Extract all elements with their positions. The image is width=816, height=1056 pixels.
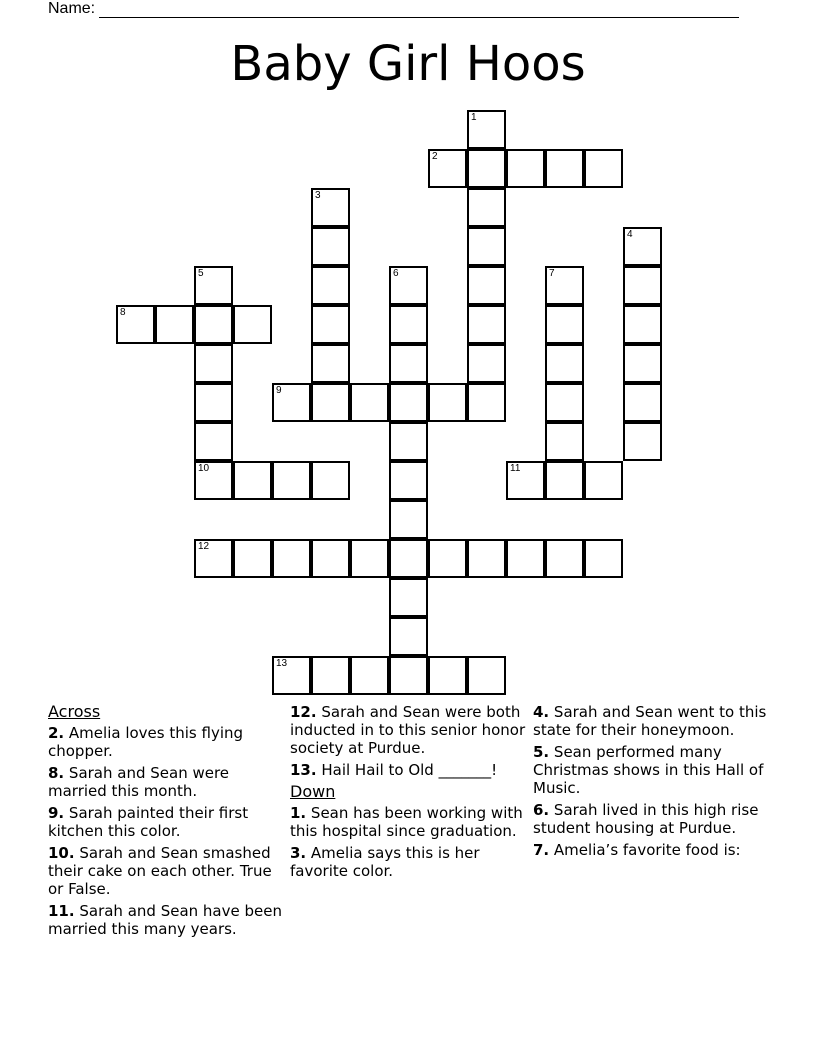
crossword-cell[interactable] [116, 305, 155, 344]
crossword-cell[interactable] [545, 422, 584, 461]
clues-column-3 [533, 703, 769, 863]
crossword-cell[interactable] [467, 149, 506, 188]
crossword-cell[interactable] [428, 539, 467, 578]
page-title: Baby Girl Hoos [230, 36, 586, 92]
clue-across-2: 2. Amelia loves this flying chopper. [48, 724, 244, 760]
crossword-cell[interactable] [623, 266, 662, 305]
crossword-cell[interactable] [155, 305, 194, 344]
clue-number: 6 [393, 268, 399, 279]
crossword-cell[interactable] [467, 344, 506, 383]
clue-down-3: 3. Amelia says this is her favorite color. [290, 844, 480, 880]
clue-number: 9 [276, 385, 282, 396]
crossword-cell[interactable] [194, 266, 233, 305]
clue-across-9: 9. Sarah painted their first kitchen this color. [48, 804, 249, 840]
crossword-cell[interactable] [623, 305, 662, 344]
crossword-cell[interactable] [272, 539, 311, 578]
crossword-cell[interactable] [545, 266, 584, 305]
name-label: Name: [48, 0, 96, 17]
crossword-cell[interactable] [389, 305, 428, 344]
crossword-cell[interactable] [194, 539, 233, 578]
clue-down-5: 5. Sean performed many Christmas shows in this Hall of Music. [533, 743, 764, 797]
clue-number: 7 [549, 268, 555, 279]
crossword-cell[interactable] [350, 383, 389, 422]
clue-number: 1 [471, 112, 477, 123]
crossword-cell[interactable] [506, 539, 545, 578]
crossword-cell[interactable] [428, 149, 467, 188]
crossword-cell[interactable] [311, 461, 350, 500]
crossword-cell[interactable] [623, 344, 662, 383]
crossword-cell[interactable] [194, 383, 233, 422]
clues-column-1 [48, 703, 284, 942]
crossword-cell[interactable] [428, 383, 467, 422]
clue-across-8: 8. Sarah and Sean were married this month. [48, 764, 230, 800]
crossword-cell[interactable] [389, 617, 428, 656]
across-heading: Across [48, 702, 101, 721]
crossword-cell[interactable] [311, 227, 350, 266]
down-heading: Down [290, 782, 336, 801]
crossword-cell[interactable] [545, 344, 584, 383]
clue-across-10: 10. Sarah and Sean smashed their cake on each other. True or False. [48, 844, 272, 898]
crossword-cell[interactable] [194, 305, 233, 344]
crossword-cell[interactable] [311, 344, 350, 383]
crossword-cell[interactable] [389, 383, 428, 422]
crossword-cell[interactable] [545, 461, 584, 500]
crossword-cell[interactable] [272, 656, 311, 695]
crossword-cell[interactable] [584, 149, 623, 188]
crossword-cell[interactable] [311, 383, 350, 422]
crossword-cell[interactable] [584, 461, 623, 500]
clue-number: 11 [510, 463, 521, 474]
clue-number: 4 [627, 229, 633, 240]
crossword-cell[interactable] [545, 383, 584, 422]
crossword-cell[interactable] [194, 461, 233, 500]
clue-number: 10 [198, 463, 210, 474]
crossword-cell[interactable] [272, 383, 311, 422]
name-blank-line [99, 3, 739, 18]
crossword-cell[interactable] [194, 422, 233, 461]
crossword-cell[interactable] [428, 656, 467, 695]
crossword-cell[interactable] [194, 344, 233, 383]
crossword-cell[interactable] [467, 383, 506, 422]
crossword-cell[interactable] [389, 461, 428, 500]
crossword-cell[interactable] [389, 344, 428, 383]
crossword-cell[interactable] [389, 500, 428, 539]
name-field [48, 0, 739, 18]
crossword-cell[interactable] [545, 539, 584, 578]
clue-down-4: 4. Sarah and Sean went to this state for their honeymoon. [533, 703, 767, 739]
crossword-cell[interactable] [389, 422, 428, 461]
crossword-cell[interactable] [272, 461, 311, 500]
crossword-cell[interactable] [311, 266, 350, 305]
crossword-cell[interactable] [350, 656, 389, 695]
crossword-cell[interactable] [350, 539, 389, 578]
clue-across-12: 12. Sarah and Sean were both inducted in to this senior honor society at Purdue. [290, 703, 526, 757]
crossword-cell[interactable] [623, 422, 662, 461]
crossword-cell[interactable] [467, 305, 506, 344]
crossword-cell[interactable] [311, 539, 350, 578]
clue-number: 8 [120, 307, 126, 318]
crossword-cell[interactable] [545, 149, 584, 188]
crossword-cell[interactable] [545, 305, 584, 344]
crossword-cell[interactable] [467, 188, 506, 227]
clue-number: 12 [198, 541, 210, 552]
clue-number: 3 [315, 190, 321, 201]
crossword-cell[interactable] [467, 656, 506, 695]
crossword-cell[interactable] [233, 539, 272, 578]
crossword-cell[interactable] [623, 227, 662, 266]
crossword-cell[interactable] [467, 539, 506, 578]
crossword-cell[interactable] [467, 266, 506, 305]
crossword-cell[interactable] [467, 227, 506, 266]
crossword-cell[interactable] [311, 656, 350, 695]
clue-down-6: 6. Sarah lived in this high rise student housing at Purdue. [533, 801, 759, 837]
crossword-cell[interactable] [311, 305, 350, 344]
crossword-cell[interactable] [389, 266, 428, 305]
crossword-cell[interactable] [623, 383, 662, 422]
clue-across-11: 11. Sarah and Sean have been married this many years. [48, 902, 282, 938]
crossword-cell[interactable] [233, 305, 272, 344]
clue-down-1: 1. Sean has been working with this hospital since graduation. [290, 804, 523, 840]
clue-number: 5 [198, 268, 204, 279]
clue-down-7: 7. Amelia’s favorite food is: [533, 841, 741, 859]
clue-number: 13 [276, 658, 288, 669]
crossword-cell[interactable] [389, 656, 428, 695]
crossword-cell[interactable] [584, 539, 623, 578]
crossword-cell[interactable] [389, 578, 428, 617]
crossword-cell[interactable] [389, 539, 428, 578]
clues-column-2 [290, 703, 526, 884]
crossword-cell[interactable] [467, 110, 506, 149]
crossword-cell[interactable] [506, 461, 545, 500]
crossword-cell[interactable] [311, 188, 350, 227]
clue-number: 2 [432, 151, 438, 162]
crossword-cell[interactable] [233, 461, 272, 500]
clue-across-13: 13. Hail Hail to Old _______! [290, 761, 498, 779]
crossword-cell[interactable] [506, 149, 545, 188]
